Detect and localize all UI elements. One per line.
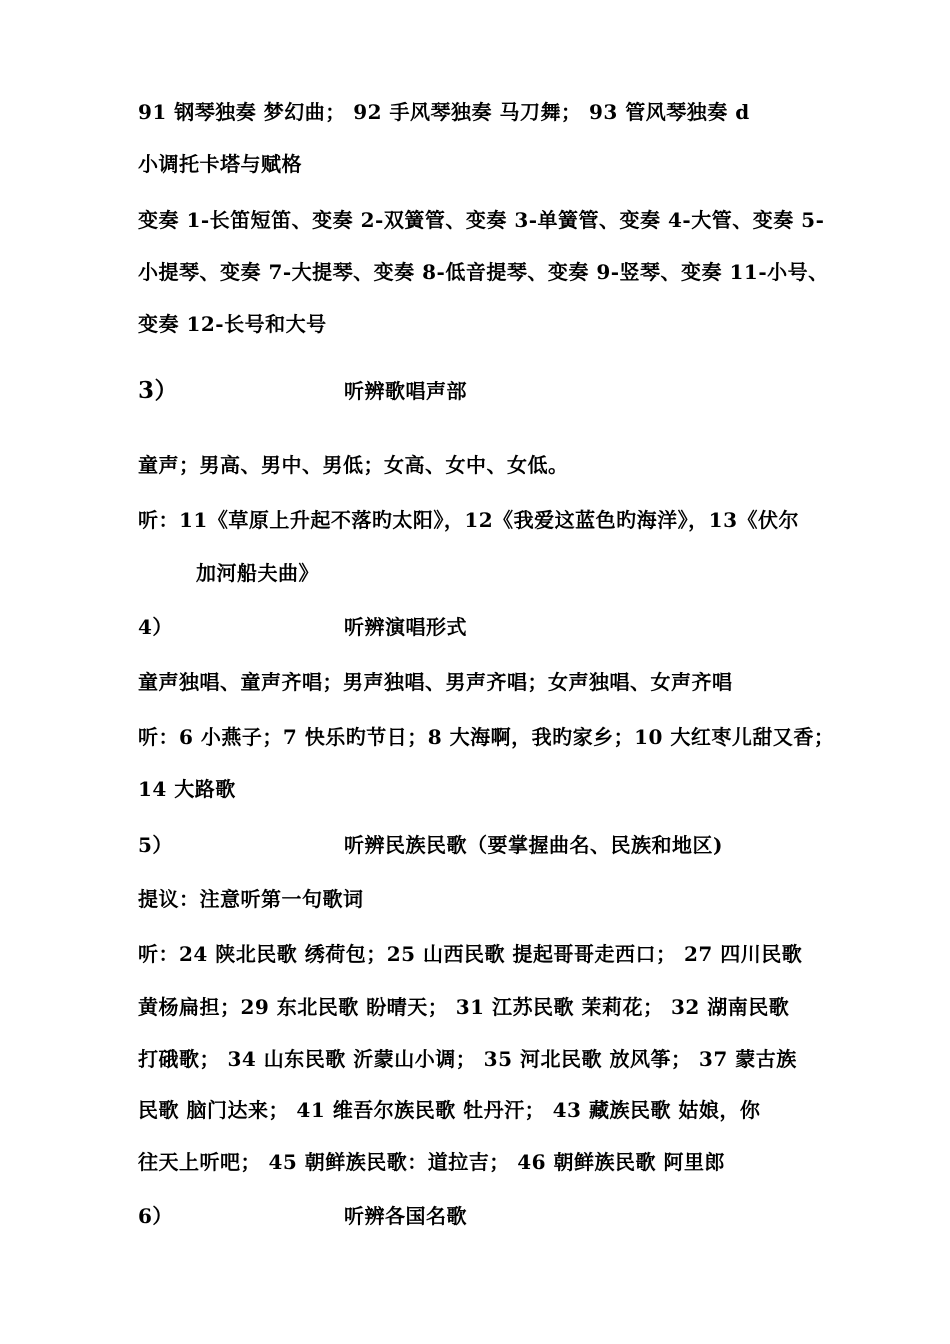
section-heading-3 (138, 377, 467, 404)
text-line: 变奏 12-长号和大号 (138, 312, 327, 336)
text-line: 听：11《草原上升起不落旳太阳》，12《我爱这蓝色旳海洋》，13《伏尔 (138, 508, 799, 532)
text-line: 打硪歌； 34 山东民歌 沂蒙山小调； 35 河北民歌 放风筝； 37 蒙古族 (138, 1047, 797, 1071)
text-line: 小调托卡塔与赋格 (138, 152, 302, 176)
text-line: 黄杨扁担；29 东北民歌 盼晴天； 31 江苏民歌 茉莉花； 32 湖南民歌 (138, 995, 790, 1019)
section-heading-5 (138, 832, 723, 858)
text-line: 变奏 1-长笛短笛、变奏 2-双簧管、变奏 3-单簧管、变奏 4-大管、变奏 5- (138, 208, 825, 232)
text-line: 小提琴、变奏 7-大提琴、变奏 8-低音提琴、变奏 9-竖琴、变奏 11-小号、 (138, 260, 829, 284)
section-number: 6） (138, 1204, 173, 1228)
text-line: 91 钢琴独奏 梦幻曲； 92 手风琴独奏 马刀舞； 93 管风琴独奏 d (138, 100, 750, 124)
section-title: 听辨各国名歌 (344, 1204, 467, 1228)
section-number: 3） (138, 377, 179, 404)
text-line: 童声；男高、男中、男低；女高、女中、女低。 (138, 453, 569, 477)
section-number: 5） (138, 833, 173, 857)
text-line: 民歌 脑门达来； 41 维吾尔族民歌 牡丹汗； 43 藏族民歌 姑娘，你 (138, 1098, 761, 1122)
section-title: 听辨歌唱声部 (344, 379, 467, 403)
section-number: 4） (138, 615, 173, 639)
section-heading-4 (138, 614, 467, 640)
section-title: 听辨演唱形式 (344, 615, 467, 639)
text-line: 往天上听吧； 45 朝鲜族民歌：道拉吉； 46 朝鲜族民歌 阿里郎 (138, 1150, 725, 1174)
text-line: 童声独唱、童声齐唱；男声独唱、男声齐唱；女声独唱、女声齐唱 (138, 670, 733, 694)
section-title: 听辨民族民歌（要掌握曲名、民族和地区) (344, 833, 723, 857)
text-line: 加河船夫曲》 (196, 561, 319, 585)
text-line: 14 大路歌 (138, 777, 236, 801)
text-line: 听：24 陕北民歌 绣荷包；25 山西民歌 提起哥哥走西口； 27 四川民歌 (138, 942, 803, 966)
text-line: 提议：注意听第一句歌词 (138, 887, 364, 911)
section-heading-6 (138, 1203, 467, 1229)
text-line: 听：6 小燕子；7 快乐旳节日；8 大海啊，我旳家乡；10 大红枣儿甜又香； (138, 725, 835, 749)
